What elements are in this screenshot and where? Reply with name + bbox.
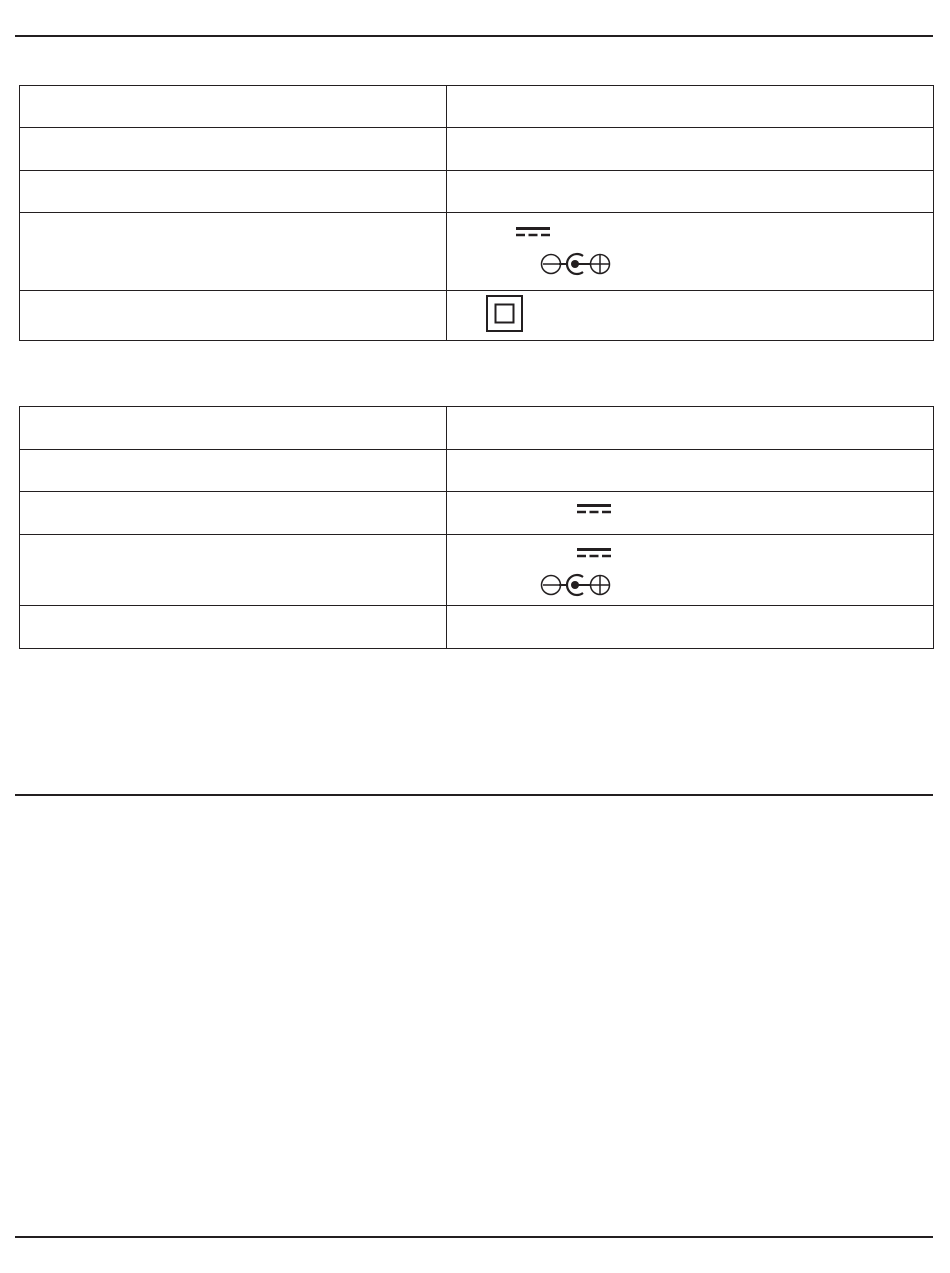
bottom-rule <box>15 1236 933 1238</box>
row-label <box>20 86 447 128</box>
spec-table-2 <box>19 406 934 649</box>
row-value-with-symbols <box>447 291 934 341</box>
polarity-icon <box>540 251 612 277</box>
row-label <box>20 492 447 535</box>
row-label <box>20 128 447 171</box>
row-label <box>20 535 447 606</box>
row-value-with-symbols <box>447 213 934 291</box>
row-value <box>447 606 934 649</box>
row-value-with-symbols <box>447 535 934 606</box>
direct-current-icon <box>576 547 612 559</box>
table-row <box>20 291 934 341</box>
table-row <box>20 606 934 649</box>
row-value <box>447 171 934 213</box>
table-row <box>20 86 934 128</box>
direct-current-icon <box>515 226 551 238</box>
row-value <box>447 450 934 492</box>
polarity-icon <box>540 572 612 598</box>
spec-table-1 <box>19 85 934 341</box>
direct-current-icon <box>576 503 612 515</box>
row-label <box>20 171 447 213</box>
table-row <box>20 450 934 492</box>
row-value <box>447 128 934 171</box>
row-value <box>447 407 934 450</box>
table-row <box>20 213 934 291</box>
top-rule <box>15 35 933 37</box>
row-label <box>20 450 447 492</box>
row-label <box>20 291 447 341</box>
table-row <box>20 492 934 535</box>
row-value <box>447 86 934 128</box>
row-value-with-symbols <box>447 492 934 535</box>
table-row <box>20 128 934 171</box>
table-row <box>20 171 934 213</box>
row-label <box>20 213 447 291</box>
middle-rule <box>15 794 933 796</box>
table-row <box>20 535 934 606</box>
table-row <box>20 407 934 450</box>
row-label <box>20 606 447 649</box>
double-insulation-class-ii-icon <box>486 295 523 332</box>
row-label <box>20 407 447 450</box>
